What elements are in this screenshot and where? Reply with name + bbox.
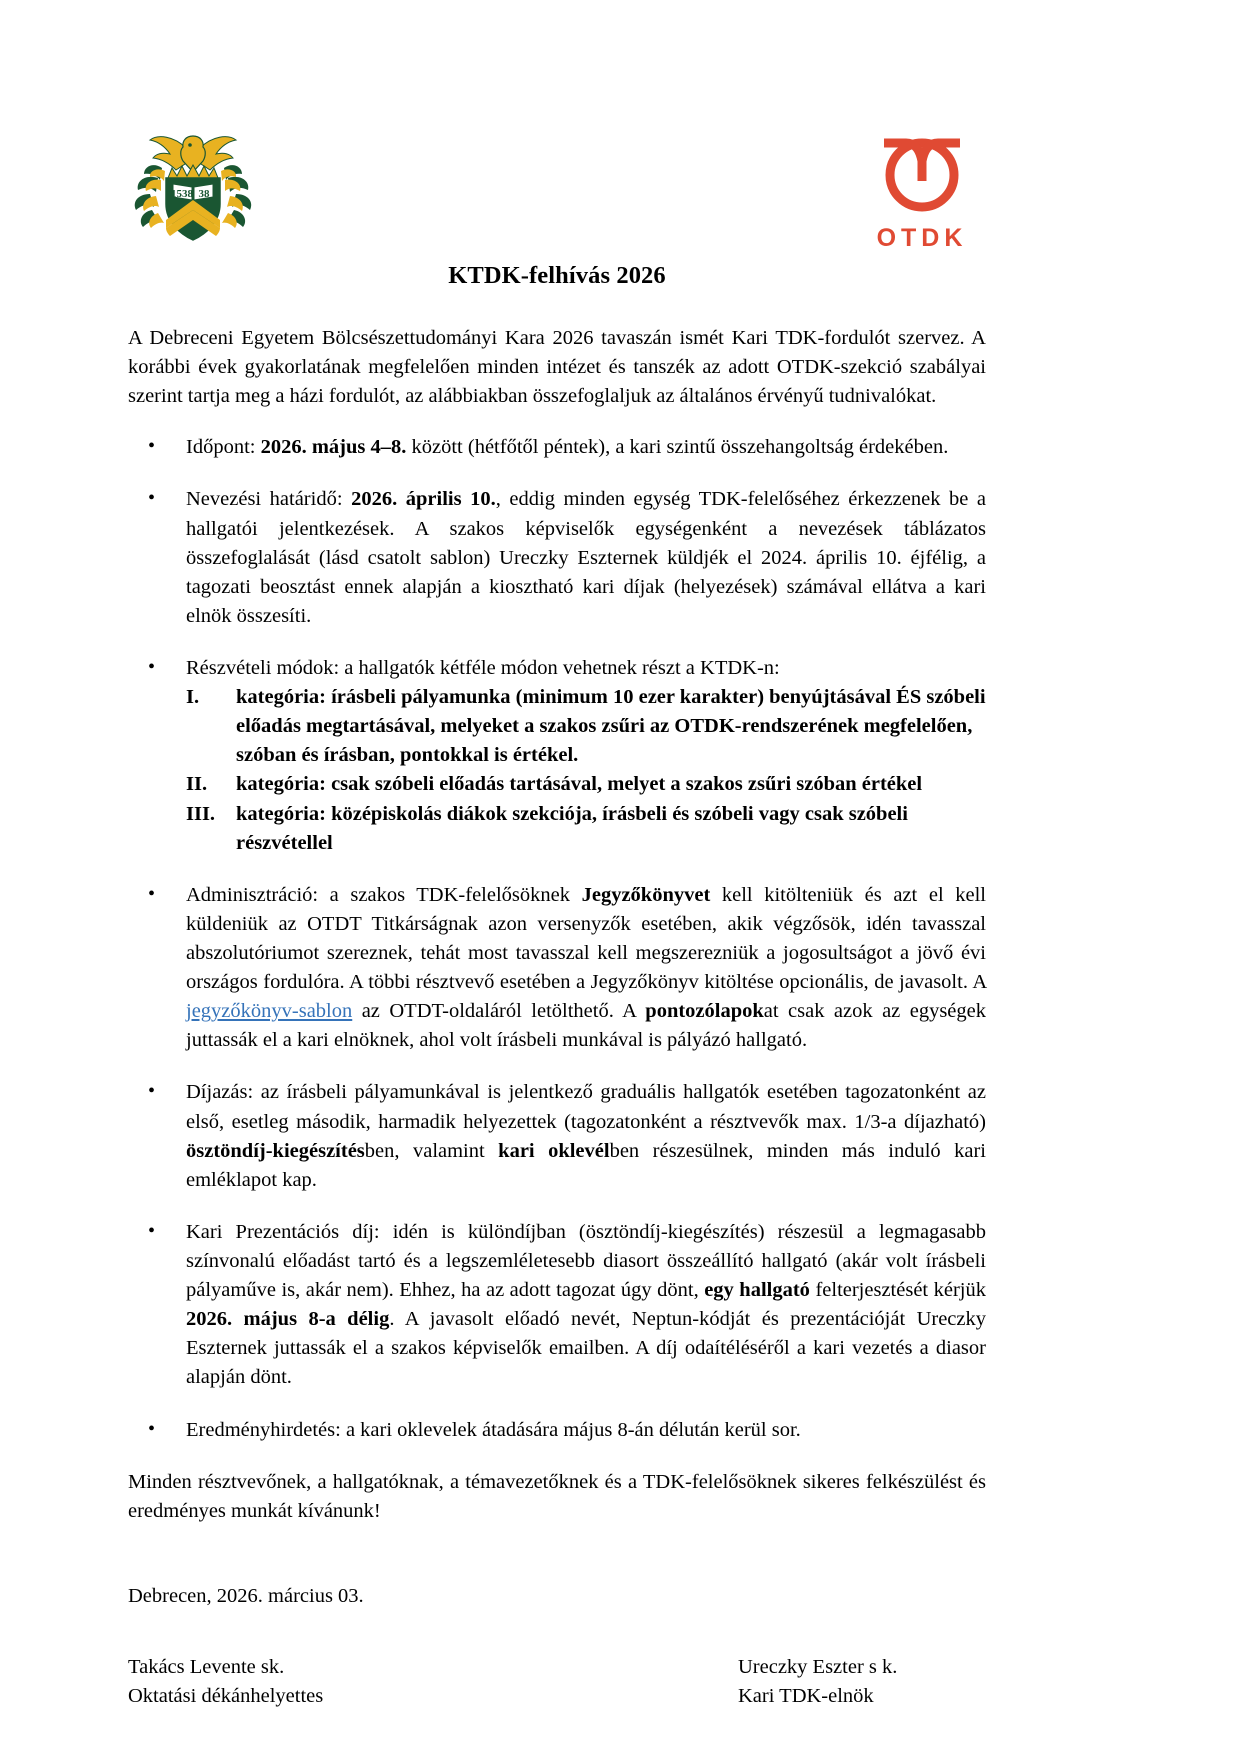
idopont-rest: között (hétfőtől péntek), a kari szintű összehangoltság érdekében. [406, 436, 949, 459]
document-header [0, 0, 1241, 252]
crest-year-left: 1538 [171, 188, 193, 200]
category-text: kategória: középiskolás diákok szekciója, írásbeli és szóbeli vagy csak szóbeli részvétellel [236, 802, 908, 854]
category-text: kategória: csak szóbeli előadás tartásával, melyet a szakos zsűri szóban értékel [236, 773, 923, 796]
jegyzokonyvet-bold: Jegyzőkönyvet [581, 883, 711, 906]
adminisztracio-part4: at csak azok az egységek juttassák el a kari elnöknek, ahol volt írásbeli munkával is pályázó hallgató. [186, 1000, 987, 1052]
intro-paragraph: A Debreceni Egyetem Bölcsészettudományi Kara 2026 tavaszán ismét Kari TDK-fordulót szervez. A korábbi évek gyakorlatának megfelelően minden intézet és tanszék az adott OTDK-szekció szabályai szerint tartja meg a házi fordulót, az alábbiakban összefoglaljuk az általános érvényű tudnivalókat. [128, 327, 986, 408]
signature-left-name: Takács Levente sk. [128, 1655, 285, 1678]
dateline: Debrecen, 2026. március 03. [128, 1584, 364, 1607]
egy-hallgato-bold: egy hallgató [704, 1279, 810, 1302]
signature-left-title: Oktatási dékánhelyettes [128, 1685, 324, 1708]
otdk-logo [862, 125, 982, 250]
eredmenyhirdetes-text: Eredményhirdetés: a kari oklevelek átadására május 8-án délután kerül sor. [186, 1418, 801, 1441]
adminisztracio-part1: Adminisztráció: a szakos TDK-felelősöknek [186, 883, 582, 906]
otdk-wordmark: OTDK [876, 224, 968, 252]
signature-block [128, 1653, 986, 1711]
jegyzokonyv-sablon-link[interactable]: jegyzőkönyv-sablon [186, 1000, 353, 1023]
nevezesi-lead: Nevezési határidő: [186, 488, 352, 511]
idopont-lead: Időpont: [186, 436, 261, 459]
signature-right-name: Ureczky Eszter s k. [738, 1655, 898, 1678]
category-numeral: III. [186, 802, 216, 825]
signature-right-title: Kari TDK-elnök [738, 1685, 874, 1708]
bullet-dijazas [128, 1078, 986, 1194]
bullet-list [128, 433, 986, 1444]
adminisztracio-part3: az OTDT-oldaláról letölthető. A [352, 1000, 646, 1023]
prezentacios-deadline-bold: 2026. május 8-a délig [186, 1308, 390, 1331]
idopont-date: 2026. május 4–8. [260, 436, 407, 459]
bullet-nevezesi-hatarido [128, 485, 986, 631]
prezentacios-part1: Kari Prezentációs díj: idén is különdíjban (ösztöndíj-kiegészítés) részesül a legmagasabb színvonalú előadást tartó és a legszemléletesebb diasort összeállító hallgató (akár volt írásbeli pályaműve is, akár nem). Ehhez, ha az adott tagozat úgy dönt, [186, 1220, 986, 1302]
page-title: KTDK-felhívás 2026 [448, 262, 666, 289]
otdk-owl-icon [862, 125, 982, 217]
dijazas-part3: ben részesülnek, minden más induló kari emléklapot kap. [186, 1139, 987, 1191]
category-numeral: I. [186, 686, 200, 709]
category-item-iii [186, 800, 986, 858]
bullet-reszveteli-modok [128, 654, 986, 858]
university-crest-logo [128, 128, 258, 243]
osztondij-kiegeszites-bold: ösztöndíj-kiegészítés [186, 1139, 365, 1162]
category-item-ii [186, 770, 986, 799]
document-body [128, 262, 986, 1711]
pontozolapok-bold: pontozólapok [645, 1000, 764, 1023]
dijazas-part1: Díjazás: az írásbeli pályamunkával is jelentkező graduális hallgatók esetében tagozatonként az első, esetleg második, harmadik helyezettek (tagozatonként a résztvevők max. 1/3-a díjazható) [186, 1081, 986, 1133]
prezentacios-part3: . A javasolt előadó nevét, Neptun-kódját és prezentációját Ureczky Eszternek juttassák el a szakos képviselők emailben. A díj odaítéléséről a kari vezetés a diasor alapján dönt. [186, 1308, 986, 1389]
nevezesi-date: 2026. április 10. [351, 488, 496, 511]
bullet-kari-prezentacios-dij [128, 1218, 986, 1393]
bullet-idopont [128, 433, 986, 462]
signature-right [738, 1653, 986, 1711]
reszveteli-lead: • Részvételi módok: a hallgatók kétféle módon vehetnek részt a KTDK-n: [186, 656, 780, 679]
nevezesi-rest: , eddig minden egység TDK-felelőséhez érkezzenek be a hallgatói jelentkezések. A szakos képviselők egységenként a nevezések táblázatos összefoglalását (lásd csatolt sablon) Ureczky Eszternek küldjék el 2024. április 10. éjfélig, a tagozati beosztást ennek alapján a kiosztható kari díjak (helyezések) számával ellátva a kari elnök összesíti. [186, 488, 987, 627]
dijazas-part2: ben, valamint [364, 1139, 499, 1162]
category-text: kategória: írásbeli pályamunka (minimum 10 ezer karakter) benyújtásával ÉS szóbeli előadás megtartásával, melyeket a szakos zsűri az OTDK-rendszerének megfelelően, szóban és írásban, pontokkal is értékel. [236, 686, 986, 767]
kari-oklevel-bold: kari oklevél [498, 1139, 610, 1162]
bullet-adminisztracio [128, 881, 986, 1056]
closing-paragraph: Minden résztvevőnek, a hallgatóknak, a témavezetőknek és a TDK-felelősöknek sikeres felkészülést és eredményes munkát kívánunk! [128, 1470, 986, 1522]
bullet-eredmenyhirdetes [128, 1416, 986, 1445]
prezentacios-part2: felterjesztését kérjük [809, 1279, 986, 1302]
category-list [186, 683, 986, 858]
svg-text:38: 38 [198, 188, 210, 200]
category-numeral: II. [186, 773, 208, 796]
signature-left [128, 1653, 738, 1711]
category-item-i [186, 683, 986, 770]
adminisztracio-part2: kell kitölteniük és azt el kell küldeniük az OTDT Titkárságnak azon versenyzők esetében, akik végzősök, idén tavasszal abszolutóriumot szereznek, tehát most tavasszal kell megszerezniük a jogosultságot a jövő évi országos fordulóra. A többi résztvevő esetében a Jegyzőkönyv kitöltése opcionális, de javasolt. A [186, 883, 986, 994]
